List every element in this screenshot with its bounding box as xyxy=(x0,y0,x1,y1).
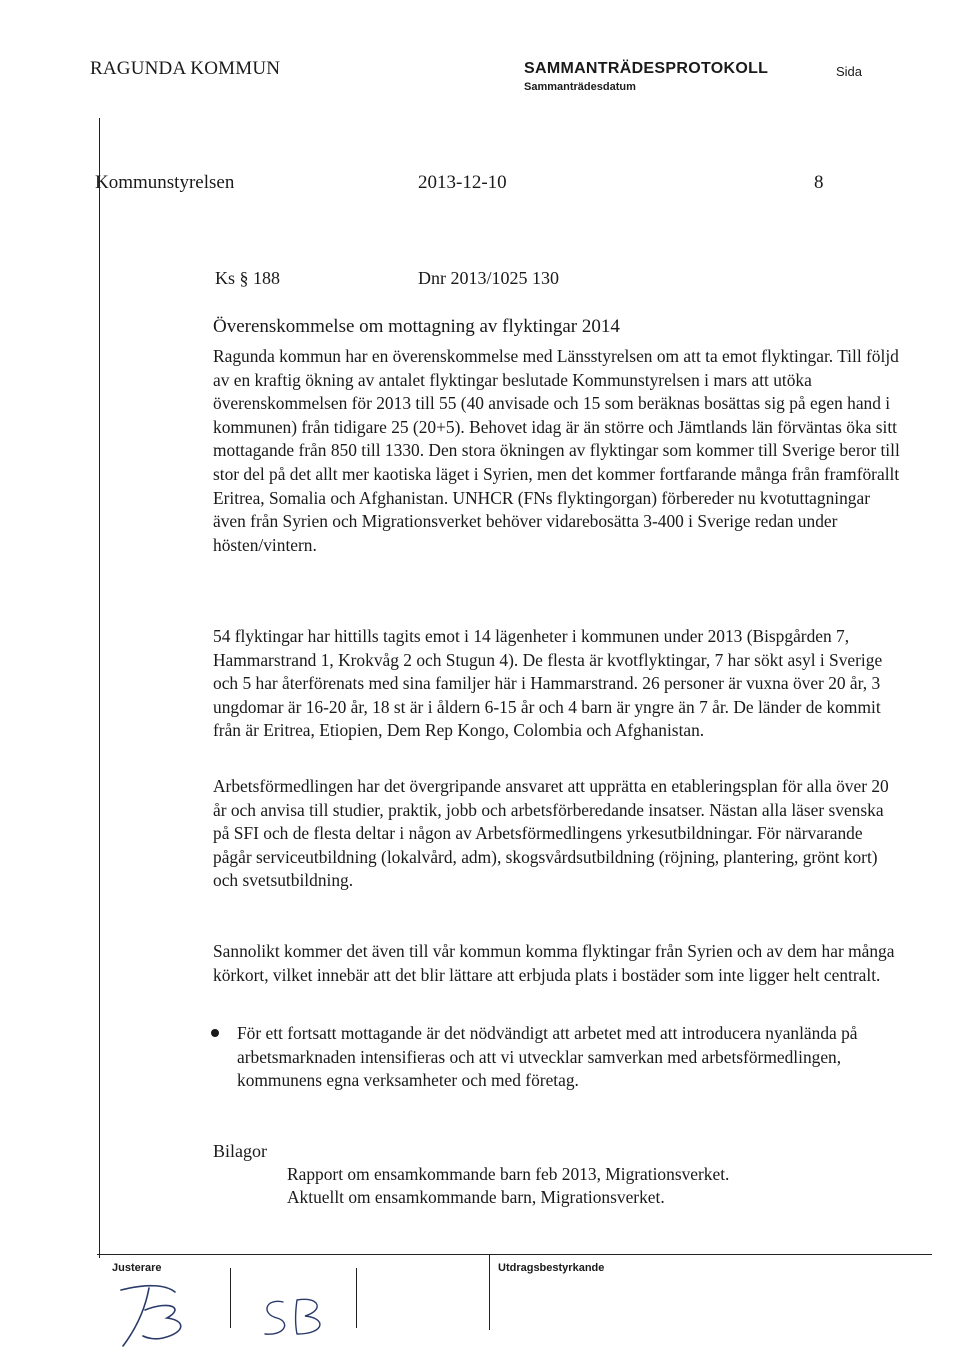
bullet-dot-icon xyxy=(211,1029,219,1037)
attachment-item-1: Rapport om ensamkommande barn feb 2013, Migrationsverket. xyxy=(287,1164,730,1184)
body-paragraph-2: 54 flyktingar har hittills tagits emot i 14 lägenheter i kommunen under 2013 (Bispgården 7, Hammarstrand 1, Krokvåg 2 och Stugun 4). De flesta är kvotflyktingar, 7 har sökt asyl i Sverige och 5 har återförenats med sina familjer här i Hammarstrand. 26 personer är vuxna över 20 år, 3 ungdomar är 16-20 år, 18 st är i åldern 6-15 år och 4 barn är yngre än 7 år. De länder de kommit från är Eritrea, Etiopien, Dem Rep Kongo, Colombia och Afghanistan. xyxy=(213,626,883,741)
bullet-text: För ett fortsatt mottagande är det nödvändigt att arbetet med att introducera nyanlända på arbetsmarknaden intensifieras och att vi utvecklar samverkan med arbetsförmedlingen, kommunens egna verksamheter och med företag. xyxy=(237,1023,858,1091)
justerare-label: Justerare xyxy=(112,1262,162,1274)
signature-divider-3 xyxy=(489,1254,490,1330)
body-paragraph-1: Ragunda kommun har en överenskommelse med Länsstyrelsen om att ta emot flyktingar. Till följd av en kraftig ökning av antalet flyktingar beslutade Kommunstyrelsen i mars att utöka överenskommelsen för 2013 till 55 (40 anvisade och 15 som beräknas bosättas sig på egen hand i kommunen) från tidigare 25 (20+5). Behovet idag är än större och Jämtlands län förväntas öka sitt mottagande från 850 till 1330. Den stora ökningen av flyktingar som kommer till Sverige beror till stor del på det allt mer kaotiska läget i Syrien, men det kommer fortfarande många från framförallt Eritrea, Somalia och Afghanistan. UNHCR (FNs flyktingorgan) förbereder nu kvotuttagningar även från Syrien och Migrationsverket behöver vidarebosätta 3-400 i Sverige redan under hösten/vintern. xyxy=(213,346,900,555)
meeting-date-label: Sammanträdesdatum xyxy=(524,81,636,93)
page-label: Sida xyxy=(836,64,863,79)
diary-number: Dnr 2013/1025 130 xyxy=(418,268,559,288)
page-number: 8 xyxy=(814,172,824,193)
attachment-item-2: Aktuellt om ensamkommande barn, Migrationsverket. xyxy=(287,1187,665,1207)
utdrag-label: Utdragsbestyrkande xyxy=(498,1262,605,1274)
protocol-title: SAMMANTRÄDESPROTOKOLL xyxy=(524,60,769,77)
meeting-date: 2013-12-10 xyxy=(418,172,507,193)
item-heading: Överenskommelse om mottagning av flyktingar 2014 xyxy=(213,316,620,337)
body-paragraph-4: Sannolikt kommer det även till vår kommun komma flyktingar från Syrien och av dem har många körkort, vilket innebär att det blir lättare att erbjuda plats i bostäder som inte ligger helt centralt. xyxy=(213,941,895,985)
footer-divider xyxy=(97,1254,932,1255)
bullet-item xyxy=(211,1022,901,1093)
body-paragraph-3: Arbetsförmedlingen har det övergripande ansvaret att upprätta en etableringsplan för alla över 20 år och anvisa till studier, praktik, jobb och arbetsförberedande insatser. Nästan alla läser svenska på SFI och de flesta deltar i någon av Arbetsförmedlingens yrkesutbildningar. För närvarande pågår serviceutbildning (lokalvård, adm), skogsvårdsutbildning (röjning, plantering, grönt kort) och svetsutbildning. xyxy=(213,776,889,891)
organ-name: Kommunstyrelsen xyxy=(95,172,235,193)
handwritten-signatures xyxy=(115,1280,345,1352)
attachments-label: Bilagor xyxy=(213,1141,267,1161)
municipality-name: RAGUNDA KOMMUN xyxy=(90,58,281,79)
paragraph-number: Ks § 188 xyxy=(215,268,281,288)
margin-line xyxy=(99,118,100,1258)
signature-divider-2 xyxy=(356,1268,357,1328)
